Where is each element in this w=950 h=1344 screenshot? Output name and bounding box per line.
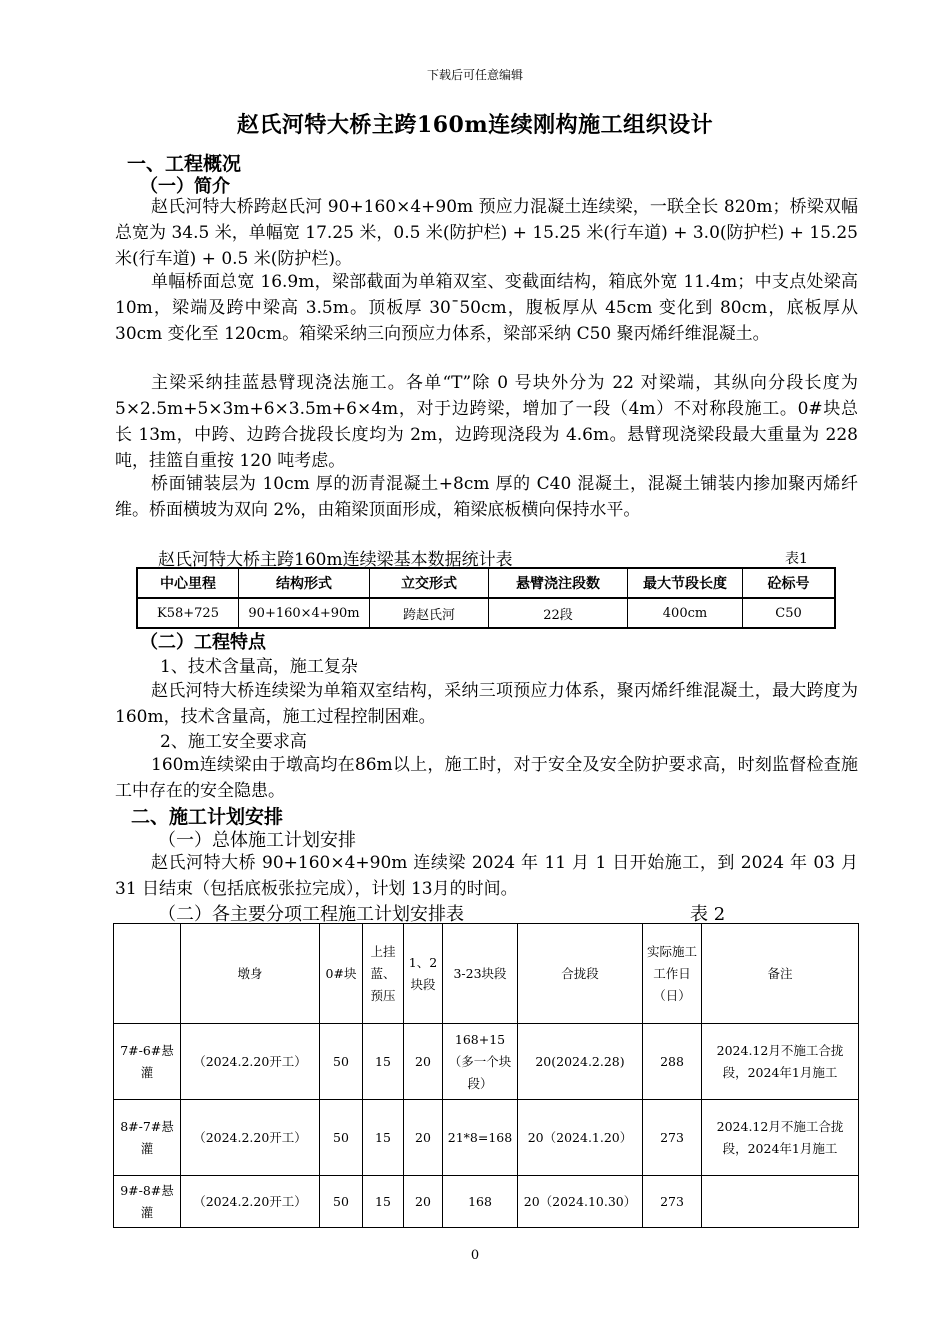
table1-number: 表1 — [785, 551, 808, 567]
table2-cell: 273 — [643, 1100, 702, 1176]
table1-header: 最大节段长度 — [628, 568, 743, 598]
table1-header: 结构形式 — [239, 568, 370, 598]
table2-cell: 21*8=168 — [443, 1100, 518, 1176]
table2-cell: 20 — [404, 1100, 443, 1176]
section1-sub1: （一）简介 — [140, 176, 230, 197]
table-row — [114, 1176, 859, 1228]
schedule-paragraph: 赵氏河特大桥 90+160×4+90m 连续梁 2024 年 11 月 1 日开始施工，到 2024 年 03 月 31 日结束（包括底板张拉完成），计划 13月的时间。 — [115, 853, 858, 899]
table2-cell: 9#-8#悬灌 — [114, 1176, 181, 1228]
table2-cell — [702, 1176, 859, 1228]
table-row — [114, 1100, 859, 1176]
table2-cell: 20 — [404, 1176, 443, 1228]
feature1-text: 赵氏河特大桥连续梁为单箱双室结构，采纳三项预应力体系，聚丙烯纤维混凝土，最大跨度为160m，技术含量高，施工过程控制困难。 — [115, 681, 858, 727]
table2-header-row — [114, 924, 859, 1024]
table1-cell: 跨赵氏河 — [370, 598, 489, 628]
table1-caption: 赵氏河特大桥主跨160m连续梁基本数据统计表 — [158, 550, 513, 570]
table2-cell: 15 — [363, 1100, 404, 1176]
table2-header: 0#块 — [320, 924, 363, 1024]
table2-cell: 288 — [643, 1024, 702, 1100]
table1-cell: 22段 — [489, 598, 628, 628]
table1-header: 悬臂浇注段数 — [489, 568, 628, 598]
table1-header: 砼标号 — [743, 568, 836, 598]
table1 — [136, 567, 836, 629]
table2-cell: 2024.12月不施工合拢段，2024年1月施工 — [702, 1100, 859, 1176]
table2-header: 合拢段 — [518, 924, 643, 1024]
table2 — [113, 923, 859, 1228]
table2-cell: 15 — [363, 1176, 404, 1228]
table2-cell: 20(2024.2.28) — [518, 1024, 643, 1100]
table2-header: 1、2块段 — [404, 924, 443, 1024]
feature2-text: 160m连续梁由于墩高均在86m以上，施工时，对于安全及安全防护要求高，时刻监督检查施工中存在的安全隐患。 — [115, 755, 858, 801]
table2-cell: （2024.2.20开工） — [181, 1024, 320, 1100]
table2-cell: 50 — [320, 1024, 363, 1100]
table2-cell: 168+15（多一个块段） — [443, 1024, 518, 1100]
table2-cell: 20 — [404, 1024, 443, 1100]
table2-cell: 50 — [320, 1100, 363, 1176]
table2-cell: 15 — [363, 1024, 404, 1100]
table1-header: 立交形式 — [370, 568, 489, 598]
section2-sub2: （二）各主要分项工程施工计划安排表 — [158, 904, 464, 925]
table2-header: 墩身 — [181, 924, 320, 1024]
table2-cell: 273 — [643, 1176, 702, 1228]
document-title: 赵氏河特大桥主跨160m连续刚构施工组织设计 — [236, 112, 714, 138]
table2-cell: 168 — [443, 1176, 518, 1228]
table2-cell: 20（2024.10.30） — [518, 1176, 643, 1228]
intro-paragraph-2: 单幅桥面总宽 16.9m，梁部截面为单箱双室、变截面结构，箱底外宽 11.4m；中支点处梁高 10m，梁端及跨中梁高 3.5m。顶板厚 30ˉ50cm，腹板厚从 45cm 变化到 80cm，底板厚从 30cm 变化至 120cm。箱梁采纳三向预应力体系，梁部采纳 C50 聚丙烯纤维混凝土。 — [115, 272, 858, 344]
table1-header-row — [137, 568, 835, 598]
table2-cell: （2024.2.20开工） — [181, 1100, 320, 1176]
section2-heading: 二、施工计划安排 — [131, 806, 284, 828]
table1-cell: C50 — [743, 598, 836, 628]
page-number: 0 — [470, 1248, 480, 1263]
table1-cell: 400cm — [628, 598, 743, 628]
table2-header: 3-23块段 — [443, 924, 518, 1024]
table2-cell: 2024.12月不施工合拢段，2024年1月施工 — [702, 1024, 859, 1100]
section1-sub2: （二）工程特点 — [140, 632, 266, 653]
intro-paragraph-3: 主梁采纳挂蓝悬臂现浇法施工。各单“T”除 0 号块外分为 22 对梁端，其纵向分段长度为 5×2.5m+5×3m+6×3.5m+6×4m，对于边跨梁，增加了一段（4m）不对称段施工。0#块总长 13m，中跨、边跨合拢段长度均为 2m，边跨现浇段为 4.6m。悬臂现浇梁段最大重量为 228 吨，挂篮自重按 120 吨考虑。 — [115, 373, 858, 471]
feature1-title: 1、技术含量高，施工复杂 — [160, 657, 358, 677]
table2-header — [114, 924, 181, 1024]
table-row — [114, 1024, 859, 1100]
table1-header: 中心里程 — [137, 568, 239, 598]
table2-number: 表 2 — [690, 904, 726, 925]
table2-cell: （2024.2.20开工） — [181, 1176, 320, 1228]
table2-cell: 8#-7#悬灌 — [114, 1100, 181, 1176]
section2-sub1: （一）总体施工计划安排 — [158, 830, 356, 851]
table1-cell: K58+725 — [137, 598, 239, 628]
table1-cell: 90+160×4+90m — [239, 598, 370, 628]
table-row — [137, 598, 835, 628]
intro-paragraph-1: 赵氏河特大桥跨赵氏河 90+160×4+90m 预应力混凝土连续梁，一联全长 820m；桥梁双幅总宽为 34.5 米，单幅宽 17.25 米，0.5 米(防护栏) + 15.25 米(行车道) + 3.0(防护栏) + 15.25 米(行车道) + 0.5 米(防护栏)。 — [115, 197, 858, 269]
table2-cell: 50 — [320, 1176, 363, 1228]
intro-paragraph-4: 桥面铺装层为 10cm 厚的沥青混凝土+8cm 厚的 C40 混凝土，混凝土铺装内掺加聚丙烯纤维。桥面横坡为双向 2%，由箱梁顶面形成，箱梁底板横向保持水平。 — [115, 474, 858, 520]
table2-cell: 7#-6#悬灌 — [114, 1024, 181, 1100]
section1-heading: 一、工程概况 — [127, 153, 242, 175]
table2-cell: 20（2024.1.20） — [518, 1100, 643, 1176]
feature2-title: 2、施工安全要求高 — [160, 732, 307, 752]
table2-header: 实际施工工作日（日） — [643, 924, 702, 1024]
header-note: 下载后可任意编辑 — [426, 68, 523, 82]
table2-header: 备注 — [702, 924, 859, 1024]
table2-header: 上挂蓝、预压 — [363, 924, 404, 1024]
